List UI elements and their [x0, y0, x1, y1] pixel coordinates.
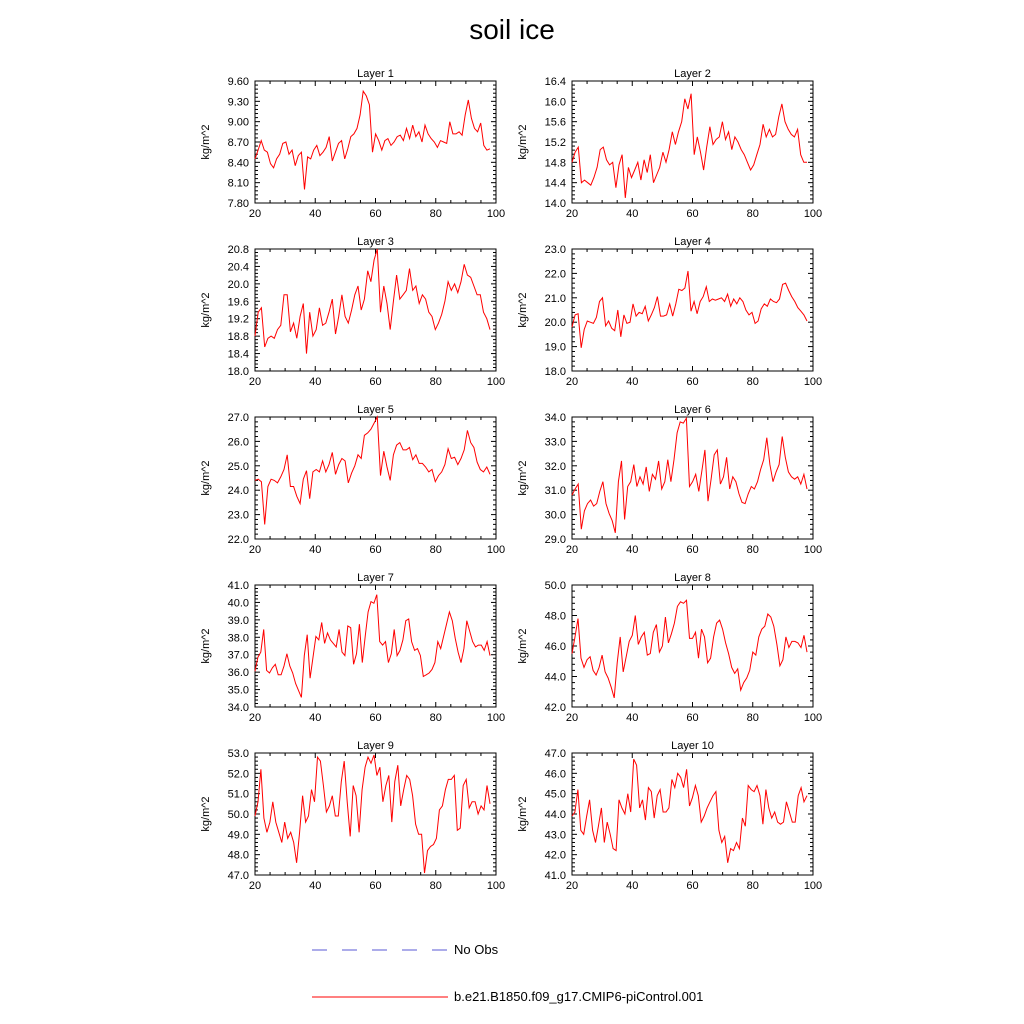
panel10-x-tick-label: 40 [626, 880, 639, 892]
panel4-title: Layer 4 [674, 236, 711, 248]
panel2-y-tick-label: 16.4 [544, 76, 566, 88]
panel3-y-tick-label: 20.8 [227, 244, 249, 256]
panel1-y-axis-label: kg/m^2 [200, 124, 212, 160]
panel6-frame [572, 417, 813, 539]
panel9-y-tick-label: 53.0 [227, 748, 249, 760]
panel5-x-tick-label: 60 [369, 544, 382, 556]
panel7-y-tick-label: 34.0 [227, 702, 249, 714]
panel7-title: Layer 7 [357, 572, 394, 584]
panel2-x-tick-label: 40 [626, 208, 639, 220]
panel5-y-axis-label: kg/m^2 [200, 460, 212, 496]
panel2-y-tick-label: 15.2 [544, 137, 566, 149]
panel2-series-line-1 [572, 94, 807, 198]
panel6-y-tick-label: 30.0 [544, 509, 566, 522]
panel4-y-tick-label: 22.0 [544, 268, 566, 281]
panel1-x-tick-label: 60 [369, 208, 382, 220]
panel2-x-tick-label: 80 [746, 208, 759, 220]
panel4-x-tick-label: 60 [686, 376, 699, 388]
panel8-x-tick-label: 80 [746, 712, 759, 724]
panel2-y-tick-label: 14.4 [544, 177, 566, 190]
panel6-y-tick-label: 32.0 [544, 460, 566, 473]
panel1-x-tick-label: 20 [248, 208, 262, 220]
panel10-x-tick-label: 100 [803, 880, 823, 892]
panel8-y-tick-label: 50.0 [544, 580, 566, 592]
panel8-x-tick-label: 20 [565, 712, 579, 724]
panel1-series-line-1 [255, 91, 490, 189]
panel6-x-tick-label: 20 [565, 544, 579, 556]
panel2-y-tick-label: 16.0 [544, 96, 566, 109]
panel9-x-tick-label: 40 [309, 880, 322, 892]
panel10-y-tick-label: 46.0 [544, 768, 566, 781]
panel1-x-tick-label: 100 [486, 208, 506, 220]
panel3-title: Layer 3 [357, 236, 394, 248]
panel8-series-line-1 [572, 600, 807, 698]
panel10-y-tick-label: 47.0 [544, 748, 566, 760]
panel2-y-tick-label: 14.8 [544, 157, 566, 170]
panel3-x-tick-label: 40 [309, 376, 322, 388]
panel9-y-tick-label: 50.0 [227, 809, 249, 821]
legend-label-no-obs: No Obs [454, 942, 499, 957]
panel7-x-tick-label: 40 [309, 712, 322, 724]
panel10-series-line-1 [572, 759, 807, 863]
panel8-y-tick-label: 42.0 [544, 702, 566, 714]
panel4-y-tick-label: 18.0 [544, 366, 566, 378]
panel8-y-tick-label: 46.0 [544, 641, 566, 653]
panel6-y-tick-label: 29.0 [544, 534, 566, 546]
panel6-y-tick-label: 31.0 [544, 485, 566, 498]
panel2-frame [572, 81, 813, 203]
panel1-y-tick-label: 8.40 [227, 157, 249, 170]
panel7-y-axis-label: kg/m^2 [200, 628, 212, 664]
panel1-y-tick-label: 9.60 [227, 76, 249, 88]
panel4-frame [572, 249, 813, 371]
panel1-frame [255, 81, 496, 203]
panel9-frame [255, 753, 496, 875]
panel6-x-tick-label: 40 [626, 544, 639, 556]
panel7-frame [255, 585, 496, 707]
panel10-x-tick-label: 80 [746, 880, 759, 892]
panel8-x-tick-label: 100 [803, 712, 823, 724]
panel10-y-tick-label: 42.0 [544, 849, 566, 862]
panel4-y-tick-label: 21.0 [544, 292, 566, 305]
panel7-y-tick-label: 36.0 [227, 667, 249, 680]
panel3-y-tick-label: 20.4 [227, 261, 249, 274]
legend-item-no-obs [312, 941, 612, 959]
legend-item-model-run [312, 988, 732, 1006]
panel1-x-tick-label: 40 [309, 208, 322, 220]
panel10-y-tick-label: 43.0 [544, 829, 566, 842]
legend-swatch-no-obs [312, 949, 448, 951]
panel10-frame [572, 753, 813, 875]
panel9-x-tick-label: 60 [369, 880, 382, 892]
panel5-x-tick-label: 80 [429, 544, 442, 556]
panel4-y-tick-label: 20.0 [544, 317, 566, 330]
panel8-y-tick-label: 44.0 [544, 671, 566, 684]
panel5-y-tick-label: 26.0 [227, 436, 249, 449]
panel7-y-tick-label: 38.0 [227, 632, 249, 645]
panel5-y-tick-label: 24.0 [227, 485, 249, 498]
panel1-y-tick-label: 9.30 [227, 96, 249, 109]
panel7-y-tick-label: 40.0 [227, 597, 249, 610]
panel3-x-tick-label: 20 [248, 376, 262, 388]
panel8-x-tick-label: 60 [686, 712, 699, 724]
panel4-y-axis-label: kg/m^2 [517, 292, 529, 328]
panel6-y-axis-label: kg/m^2 [517, 460, 529, 496]
panel3-y-tick-label: 18.8 [227, 331, 249, 344]
panel5-x-tick-label: 40 [309, 544, 322, 556]
panel7-y-tick-label: 35.0 [227, 684, 249, 697]
panel3-y-tick-label: 19.2 [227, 313, 249, 326]
panel2-y-tick-label: 14.0 [544, 198, 566, 210]
panel9-y-tick-label: 51.0 [227, 788, 249, 801]
panel1-y-tick-label: 8.10 [227, 177, 249, 190]
legend-label-model-run: b.e21.B1850.f09_g17.CMIP6-piControl.001 [454, 989, 704, 1004]
panel1-y-tick-label: 8.70 [227, 137, 249, 149]
panel7-x-tick-label: 20 [248, 712, 262, 724]
panel6-x-tick-label: 80 [746, 544, 759, 556]
panel10-x-tick-label: 20 [565, 880, 579, 892]
panel5-x-tick-label: 20 [248, 544, 262, 556]
panel1-y-tick-label: 9.00 [227, 116, 249, 129]
panel6-title: Layer 6 [674, 404, 711, 416]
panel6-x-tick-label: 100 [803, 544, 823, 556]
panel3-y-tick-label: 18.4 [227, 348, 249, 361]
panel10-y-tick-label: 41.0 [544, 870, 566, 882]
panel2-x-tick-label: 60 [686, 208, 699, 220]
panel2-title: Layer 2 [674, 68, 711, 80]
panel6-y-tick-label: 34.0 [544, 412, 566, 424]
panel8-x-tick-label: 40 [626, 712, 639, 724]
panel4-series-line-1 [572, 271, 807, 348]
panel9-x-tick-label: 20 [248, 880, 262, 892]
page-title: soil ice [469, 14, 555, 45]
panel9-y-tick-label: 48.0 [227, 849, 249, 862]
panel10-y-tick-label: 44.0 [544, 809, 566, 821]
panel7-y-tick-label: 37.0 [227, 649, 249, 662]
panel3-y-axis-label: kg/m^2 [200, 292, 212, 328]
panel5-x-tick-label: 100 [486, 544, 506, 556]
panel10-x-tick-label: 60 [686, 880, 699, 892]
panel5-title: Layer 5 [357, 404, 394, 416]
panel5-frame [255, 417, 496, 539]
panel4-x-tick-label: 80 [746, 376, 759, 388]
panel4-y-tick-label: 23.0 [544, 244, 566, 256]
panel2-y-tick-label: 15.6 [544, 116, 566, 129]
panel5-y-tick-label: 27.0 [227, 412, 249, 424]
panel4-x-tick-label: 20 [565, 376, 579, 388]
panel4-x-tick-label: 40 [626, 376, 639, 388]
panel1-y-tick-label: 7.80 [227, 198, 249, 210]
panel10-y-axis-label: kg/m^2 [517, 796, 529, 832]
panel6-series-line-1 [572, 418, 807, 533]
panel9-x-tick-label: 100 [486, 880, 506, 892]
panel3-y-tick-label: 19.6 [227, 296, 249, 309]
panel2-y-axis-label: kg/m^2 [517, 124, 529, 160]
panel6-x-tick-label: 60 [686, 544, 699, 556]
panel9-series-line-1 [255, 755, 490, 873]
panel7-x-tick-label: 60 [369, 712, 382, 724]
panel8-y-axis-label: kg/m^2 [517, 628, 529, 664]
panel6-y-tick-label: 33.0 [544, 436, 566, 449]
panel1-title: Layer 1 [357, 68, 394, 80]
panel1-x-tick-label: 80 [429, 208, 442, 220]
panel3-series-line-1 [255, 249, 490, 354]
panel5-y-tick-label: 23.0 [227, 509, 249, 522]
panel5-y-tick-label: 25.0 [227, 460, 249, 473]
panel7-x-tick-label: 100 [486, 712, 506, 724]
panel3-x-tick-label: 60 [369, 376, 382, 388]
panel9-y-tick-label: 49.0 [227, 829, 249, 842]
panel3-frame [255, 249, 496, 371]
panel5-series-line-1 [255, 417, 490, 524]
panel5-y-tick-label: 22.0 [227, 534, 249, 546]
panel10-title: Layer 10 [671, 740, 714, 752]
panel3-y-tick-label: 18.0 [227, 366, 249, 378]
panel7-x-tick-label: 80 [429, 712, 442, 724]
panel2-x-tick-label: 20 [565, 208, 579, 220]
panel9-y-axis-label: kg/m^2 [200, 796, 212, 832]
panel3-x-tick-label: 100 [486, 376, 506, 388]
panel10-y-tick-label: 45.0 [544, 788, 566, 801]
panel4-x-tick-label: 100 [803, 376, 823, 388]
panel4-y-tick-label: 19.0 [544, 341, 566, 354]
panel8-title: Layer 8 [674, 572, 711, 584]
panel9-title: Layer 9 [357, 740, 394, 752]
panel9-y-tick-label: 47.0 [227, 870, 249, 882]
panel9-x-tick-label: 80 [429, 880, 442, 892]
panel3-x-tick-label: 80 [429, 376, 442, 388]
panel9-y-tick-label: 52.0 [227, 768, 249, 781]
panel7-series-line-1 [255, 595, 490, 698]
panel2-x-tick-label: 100 [803, 208, 823, 220]
panel3-y-tick-label: 20.0 [227, 278, 249, 291]
panel7-y-tick-label: 41.0 [227, 580, 249, 592]
panel8-y-tick-label: 48.0 [544, 610, 566, 623]
panel7-y-tick-label: 39.0 [227, 614, 249, 627]
legend-swatch-model-run [312, 996, 448, 998]
